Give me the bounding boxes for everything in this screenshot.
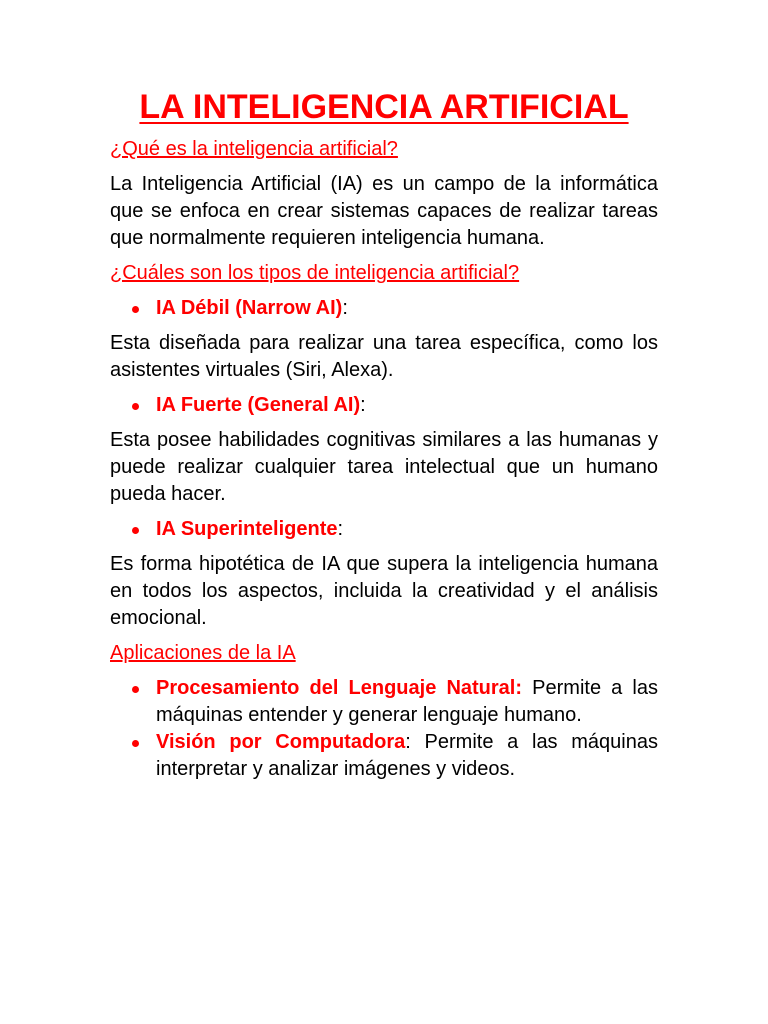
- type-list-strong: [110, 392, 658, 419]
- application-name: Visión por Computadora: [156, 731, 406, 753]
- list-item: [110, 392, 658, 419]
- bullet-icon: [132, 306, 139, 313]
- type-suffix: :: [360, 394, 366, 416]
- type-list-weak: [110, 295, 658, 322]
- application-text: Permite a las máquinas interpretar y analizar imágenes y videos.: [156, 731, 658, 780]
- section-heading-types: ¿Cuáles son los tipos de inteligencia artificial?: [110, 262, 520, 284]
- type-list-super: [110, 516, 658, 543]
- bullet-icon: [132, 740, 139, 747]
- section-body-what-is-ai: La Inteligencia Artificial (IA) es un campo de la informática que se enfoca en crear sistemas capaces de realizar tareas que normalmente requieren inteligencia humana.: [110, 173, 658, 249]
- bullet-icon: [132, 403, 139, 410]
- type-name: IA Débil (Narrow AI): [156, 297, 343, 319]
- type-suffix: :: [342, 297, 348, 319]
- list-item: [110, 729, 658, 783]
- type-name: IA Superinteligente: [156, 518, 338, 540]
- type-description: Es forma hipotética de IA que supera la inteligencia humana en todos los aspectos, incluida la creatividad y el análisis emocional.: [110, 553, 658, 629]
- type-description: Esta posee habilidades cognitivas similares a las humanas y puede realizar cualquier tarea intelectual que un humano pueda hacer.: [110, 429, 658, 505]
- list-item: [110, 516, 658, 543]
- application-name: Procesamiento del Lenguaje Natural:: [156, 677, 523, 699]
- page-title: LA INTELIGENCIA ARTIFICIAL: [139, 88, 629, 126]
- type-suffix: :: [337, 518, 344, 540]
- section-heading-applications: Aplicaciones de la IA: [110, 642, 296, 664]
- type-name: IA Fuerte (General AI): [156, 394, 361, 416]
- section-heading-what-is-ai: ¿Qué es la inteligencia artificial?: [110, 138, 398, 160]
- bullet-icon: [132, 686, 139, 693]
- list-item: [110, 675, 658, 729]
- list-item: [110, 295, 658, 322]
- applications-list: [110, 675, 658, 783]
- application-suffix: :: [405, 731, 411, 753]
- type-description: Esta diseñada para realizar una tarea específica, como los asistentes virtuales (Siri, Alexa).: [110, 332, 658, 381]
- bullet-icon: [132, 527, 139, 534]
- application-text: Permite a las máquinas entender y generar lenguaje humano.: [156, 677, 659, 726]
